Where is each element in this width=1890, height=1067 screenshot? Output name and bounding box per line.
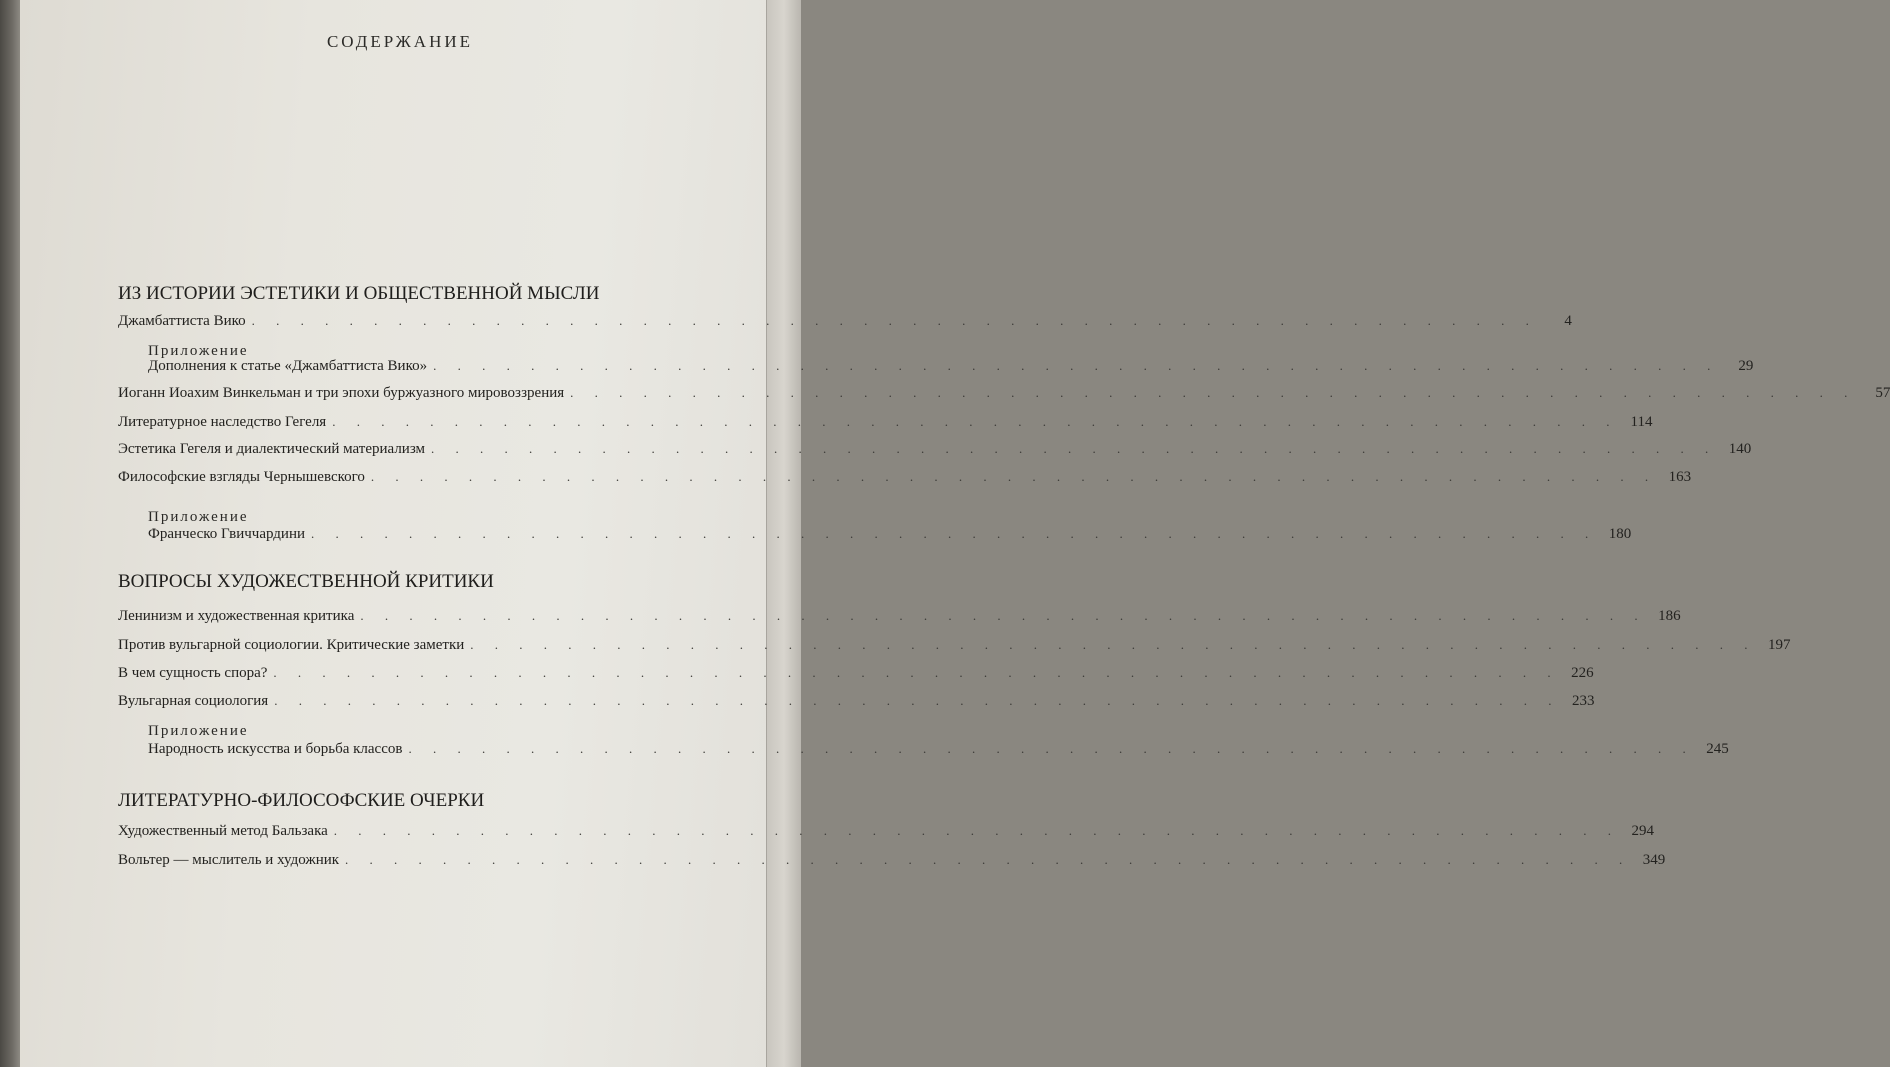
toc-entry-page: 233 [1571,693,1595,709]
toc-entry-title: Дополнения к статье «Джамбаттиста Вико» [148,358,428,374]
toc-entry [118,823,1655,845]
toc-entry-page: 114 [1630,414,1653,430]
dot-leader: . . . . . . . . . . . . . . . . . . . . . . . . . . . . . . . . . . . . . . . . . . . . . . . . . . . . . [433,358,1720,373]
book-spine [0,0,20,1067]
toc-entry [148,741,1729,763]
toc-entry-title: Против вульгарной социологии. Критические заметки [118,637,465,653]
toc-entry [118,665,1594,687]
toc-entry-title: Художественный метод Бальзака [118,823,328,839]
toc-entry-page: 245 [1706,741,1729,757]
toc-entry [118,441,1752,463]
toc-entry-page: 186 [1658,608,1681,624]
toc-entry [118,637,1791,659]
toc-entry [118,414,1653,436]
toc-entry-page: 4 [1564,313,1572,329]
toc-entry [118,852,1666,874]
dot-leader: . . . . . . . . . . . . . . . . . . . . . . . . . . . . . . . . . . . . . . . . . . . . . . . . . . . . . [274,693,1561,708]
dot-leader: . . . . . . . . . . . . . . . . . . . . . . . . . . . . . . . . . . . . . . . . . . . . . . . . . . . . . [360,608,1647,623]
toc-entry [118,608,1681,630]
toc-entry-title: Литературное наследство Гегеля [118,414,327,430]
dot-leader: . . . . . . . . . . . . . . . . . . . . . . . . . . . . . . . . . . . . . . . . . . . . . . . . . . . . . [345,852,1632,867]
toc-entry-title: В чем сущность спора? [118,665,268,681]
toc-entry-page: 294 [1631,823,1655,839]
toc-entry-title: Франческо Гвиччардини [148,526,306,542]
section-heading: ИЗ ИСТОРИИ ЭСТЕТИКИ И ОБЩЕСТВЕННОЙ МЫСЛИ [118,283,600,304]
toc-entry-title: Джамбаттиста Вико [118,313,246,329]
toc-entry-page: 29 [1738,358,1754,374]
toc-entry-page: 140 [1728,441,1752,457]
toc-entry-page: 197 [1768,637,1791,653]
dot-leader: . . . . . . . . . . . . . . . . . . . . . . . . . . . . . . . . . . . . . . . . . . . . . . . . . . . . . [273,665,1560,680]
dot-leader: . . . . . . . . . . . . . . . . . . . . . . . . . . . . . . . . . . . . . . . . . . . . . . . . . . . . . [332,414,1619,429]
toc-entry-page: 349 [1642,852,1666,868]
toc-entry [118,385,1890,407]
toc-entry [118,469,1692,491]
toc-entry-page: 226 [1571,665,1594,681]
toc-entry [148,526,1632,548]
dot-leader: . . . . . . . . . . . . . . . . . . . . . . . . . . . . . . . . . . . . . . . . . . . . . . . . . . . . . [470,637,1757,652]
dot-leader: . . . . . . . . . . . . . . . . . . . . . . . . . . . . . . . . . . . . . . . . . . . . . . . . . . . . . [570,385,1857,400]
toc-entry-title: Народность искусства и борьба классов [148,741,403,757]
toc-entry-title: Вульгарная социология [118,693,269,709]
toc-entry [118,693,1595,715]
dot-leader: . . . . . . . . . . . . . . . . . . . . . . . . . . . . . . . . . . . . . . . . . . . . . . . . . . . . . [408,741,1695,756]
toc-entry-page: 180 [1608,526,1632,542]
toc-entry-title: Иоганн Иоахим Винкельман и три эпохи буржуазного мировоззрения [118,385,565,401]
section-heading: ЛИТЕРАТУРНО-ФИЛОСОФСКИЕ ОЧЕРКИ [118,790,485,811]
dot-leader: . . . . . . . . . . . . . . . . . . . . . . . . . . . . . . . . . . . . . . . . . . . . . . . . . . . . . [251,313,1538,328]
toc-entry-page: 57 [1875,385,1890,401]
dot-leader: . . . . . . . . . . . . . . . . . . . . . . . . . . . . . . . . . . . . . . . . . . . . . . . . . . . . . [333,823,1621,838]
appendix-label: Приложение [148,343,249,359]
toc-entry-page: 163 [1668,469,1692,485]
toc-entry-title: Философские взгляды Чернышевского [118,469,365,485]
dot-leader: . . . . . . . . . . . . . . . . . . . . . . . . . . . . . . . . . . . . . . . . . . . . . . . . . . . . . [311,526,1598,541]
dot-leader: . . . . . . . . . . . . . . . . . . . . . . . . . . . . . . . . . . . . . . . . . . . . . . . . . . . . . [431,441,1718,456]
appendix-label: Приложение [148,509,249,525]
page-title: СОДЕРЖАНИЕ [326,32,474,51]
dot-leader: . . . . . . . . . . . . . . . . . . . . . . . . . . . . . . . . . . . . . . . . . . . . . . . . . . . . . [370,469,1658,484]
toc-entry-title: Вольтер — мыслитель и художник [118,852,340,868]
toc-entry-title: Ленинизм и художественная критика [118,608,355,624]
appendix-label: Приложение [148,723,249,739]
toc-entry-title: Эстетика Гегеля и диалектический материализм [118,441,426,457]
toc-entry [148,358,1754,380]
section-heading: ВОПРОСЫ ХУДОЖЕСТВЕННОЙ КРИТИКИ [118,571,494,592]
toc-entry [118,313,1572,335]
